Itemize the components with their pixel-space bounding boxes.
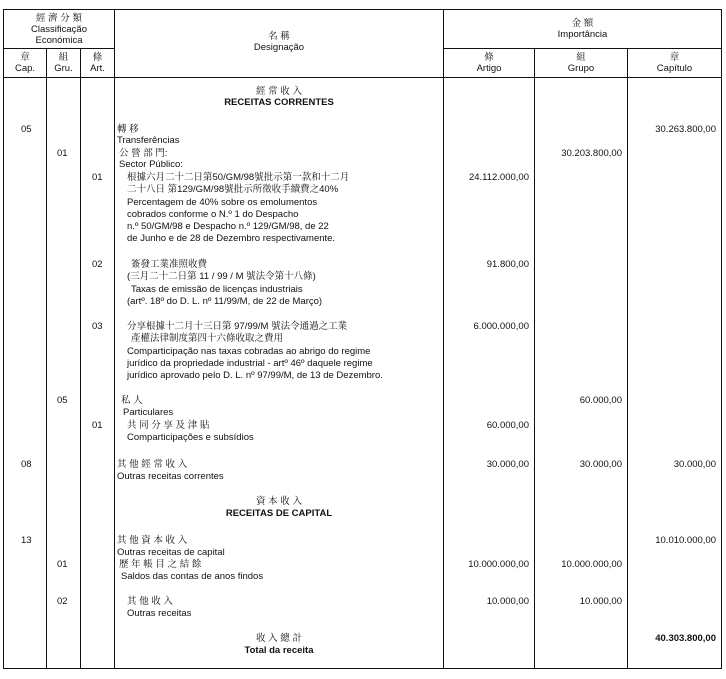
row-capitulo-value: 10.010.000,00 [655,535,716,546]
row-designation-pt: Particulares [123,407,174,418]
classification-divider [3,48,114,49]
row-artigo-value: 91.800,00 [486,259,529,270]
cap-header-pt: Cap. [14,63,36,74]
row-art-code: 02 [92,259,103,270]
row-artigo-value: 6.000.000,00 [473,321,529,332]
row-designation-pt: Saldos das contas de anos findos [121,571,264,582]
section-current-pt: RECEITAS CORRENTES [224,97,334,108]
row-designation-pt: Transferências [117,135,180,146]
capitulo-header-pt: Capítulo [656,63,693,74]
table-top-border [3,9,722,10]
row-designation-zh: 分享根據十二月十三日第 97/99/M 號法令通過之工業 [127,321,348,332]
total-capitulo-value: 40.303.800,00 [655,633,716,644]
art-header-pt: Art. [90,63,105,74]
row-designation-zh: 簽發工業准照收費 [131,259,208,270]
row-capitulo-value: 30.263.800,00 [655,124,716,135]
row-designation-pt: Comparticipações e subsídios [127,432,254,443]
row-grupo-value: 10.000,00 [579,596,622,607]
row-designation-zh: (三月二十二日第 11 / 99 / M 號法令第十八條) [127,271,316,282]
art-header-zh: 條 [92,52,103,63]
table-right-border [721,9,722,669]
row-designation-zh: 共 同 分 享 及 津 貼 [127,420,210,431]
row-designation-pt: jurídico da propriedade industrial - artº 46º daquele regime [127,358,373,369]
row-art-code: 03 [92,321,103,332]
classification-title-pt: Classificação [31,24,87,35]
row-designation-pt: cobrados conforme o N.º 1 do Despacho [127,209,299,220]
row-designation-zh: 轉 移 [117,124,139,135]
row-art-code: 01 [92,172,103,183]
col-divider-cap-gru [46,48,47,669]
row-designation-pt: n.º 50/GM/98 e Despacho n.º 129/GM/98, de 22 [127,221,329,232]
row-designation-zh: 根據六月二十二日第50/GM/98號批示第一款和十二月 [127,172,350,183]
col-divider-grupo-capitulo [627,48,628,669]
importance-divider [443,48,722,49]
importance-header-zh: 金 額 [571,18,594,29]
row-designation-zh: 二十八日 第129/GM/98號批示所徵收手續費之40% [127,184,339,195]
classification-title-zh: 經 濟 分 類 [36,13,82,24]
classification-title-pt2: Económica [35,35,83,46]
cap-header-zh: 章 [20,52,30,63]
row-designation-zh: 產權法律制度第四十六條收取之費用 [131,333,284,344]
col-divider-gru-art [80,48,81,669]
row-grupo-value: 30.000,00 [579,459,622,470]
col-divider-artigo-grupo [534,48,535,669]
row-designation-pt: Outras receitas [127,608,192,619]
total-label-pt: Total da receita [244,645,314,656]
capitulo-header-zh: 章 [669,52,680,63]
artigo-header-pt: Artigo [476,63,502,74]
row-designation-pt: (artº. 18º do D. L. nº 11/99/M, de 22 de Março) [127,296,323,307]
row-designation-pt: Taxas de emissão de licenças industriais [131,284,303,295]
row-gru-code: 01 [57,559,68,570]
row-artigo-value: 60.000,00 [486,420,529,431]
row-cap-code: 05 [21,124,32,135]
row-designation-pt: Outras receitas correntes [117,471,224,482]
row-gru-code: 02 [57,596,68,607]
row-designation-pt: jurídico aprovado pelo D. L. nº 97/99/M, de 13 de Dezembro. [127,370,383,381]
row-gru-code: 05 [57,395,68,406]
row-artigo-value: 30.000,00 [486,459,529,470]
table-left-border [3,9,4,669]
row-grupo-value: 60.000,00 [579,395,622,406]
row-art-code: 01 [92,420,103,431]
row-designation-zh: 私 人 [121,395,143,406]
total-label-zh: 收 入 總 計 [256,633,302,644]
section-capital-zh: 資 本 收 入 [256,496,302,507]
row-grupo-value: 30.203.800,00 [561,148,622,159]
designation-header-pt: Designação [253,42,305,53]
row-designation-pt: de Junho e de 28 de Dezembro respectivamente. [127,233,336,244]
row-grupo-value: 10.000.000,00 [561,559,622,570]
gru-header-zh: 組 [58,52,69,63]
designation-header-zh: 名 稱 [268,31,290,42]
grupo-header-pt: Grupo [567,63,595,74]
section-capital-pt: RECEITAS DE CAPITAL [225,508,333,519]
row-artigo-value: 24.112.000,00 [468,172,529,183]
row-designation-zh: 其 他 資 本 收 入 [117,535,188,546]
col-divider-designation-artigo [443,9,444,669]
gru-header-pt: Gru. [54,63,73,74]
grupo-header-zh: 組 [576,52,586,63]
row-designation-zh: 其 他 收 入 [127,596,173,607]
artigo-header-zh: 條 [484,52,494,63]
row-designation-zh: 歷 年 帳 目 之 結 餘 [119,559,202,570]
row-designation-pt: Outras receitas de capital [117,547,225,558]
section-current-zh: 經 常 收 入 [256,86,302,97]
row-artigo-value: 10.000.000,00 [468,559,529,570]
row-cap-code: 13 [21,535,32,546]
col-divider-art-designation [114,9,115,669]
importance-header-pt: Importância [557,29,608,40]
row-designation-pt: Sector Público: [119,159,183,170]
row-artigo-value: 10.000,00 [486,596,529,607]
row-designation-pt: Comparticipação nas taxas cobradas ao abrigo do regime [127,346,371,357]
row-gru-code: 01 [57,148,68,159]
row-designation-zh: 公 營 部 門: [119,148,168,159]
row-designation-zh: 其 他 經 常 收 入 [117,459,188,470]
header-bottom-border [3,77,722,78]
row-cap-code: 08 [21,459,32,470]
row-capitulo-value: 30.000,00 [673,459,716,470]
table-bottom-border [3,668,722,669]
row-designation-pt: Percentagem de 40% sobre os emolumentos [127,197,318,208]
